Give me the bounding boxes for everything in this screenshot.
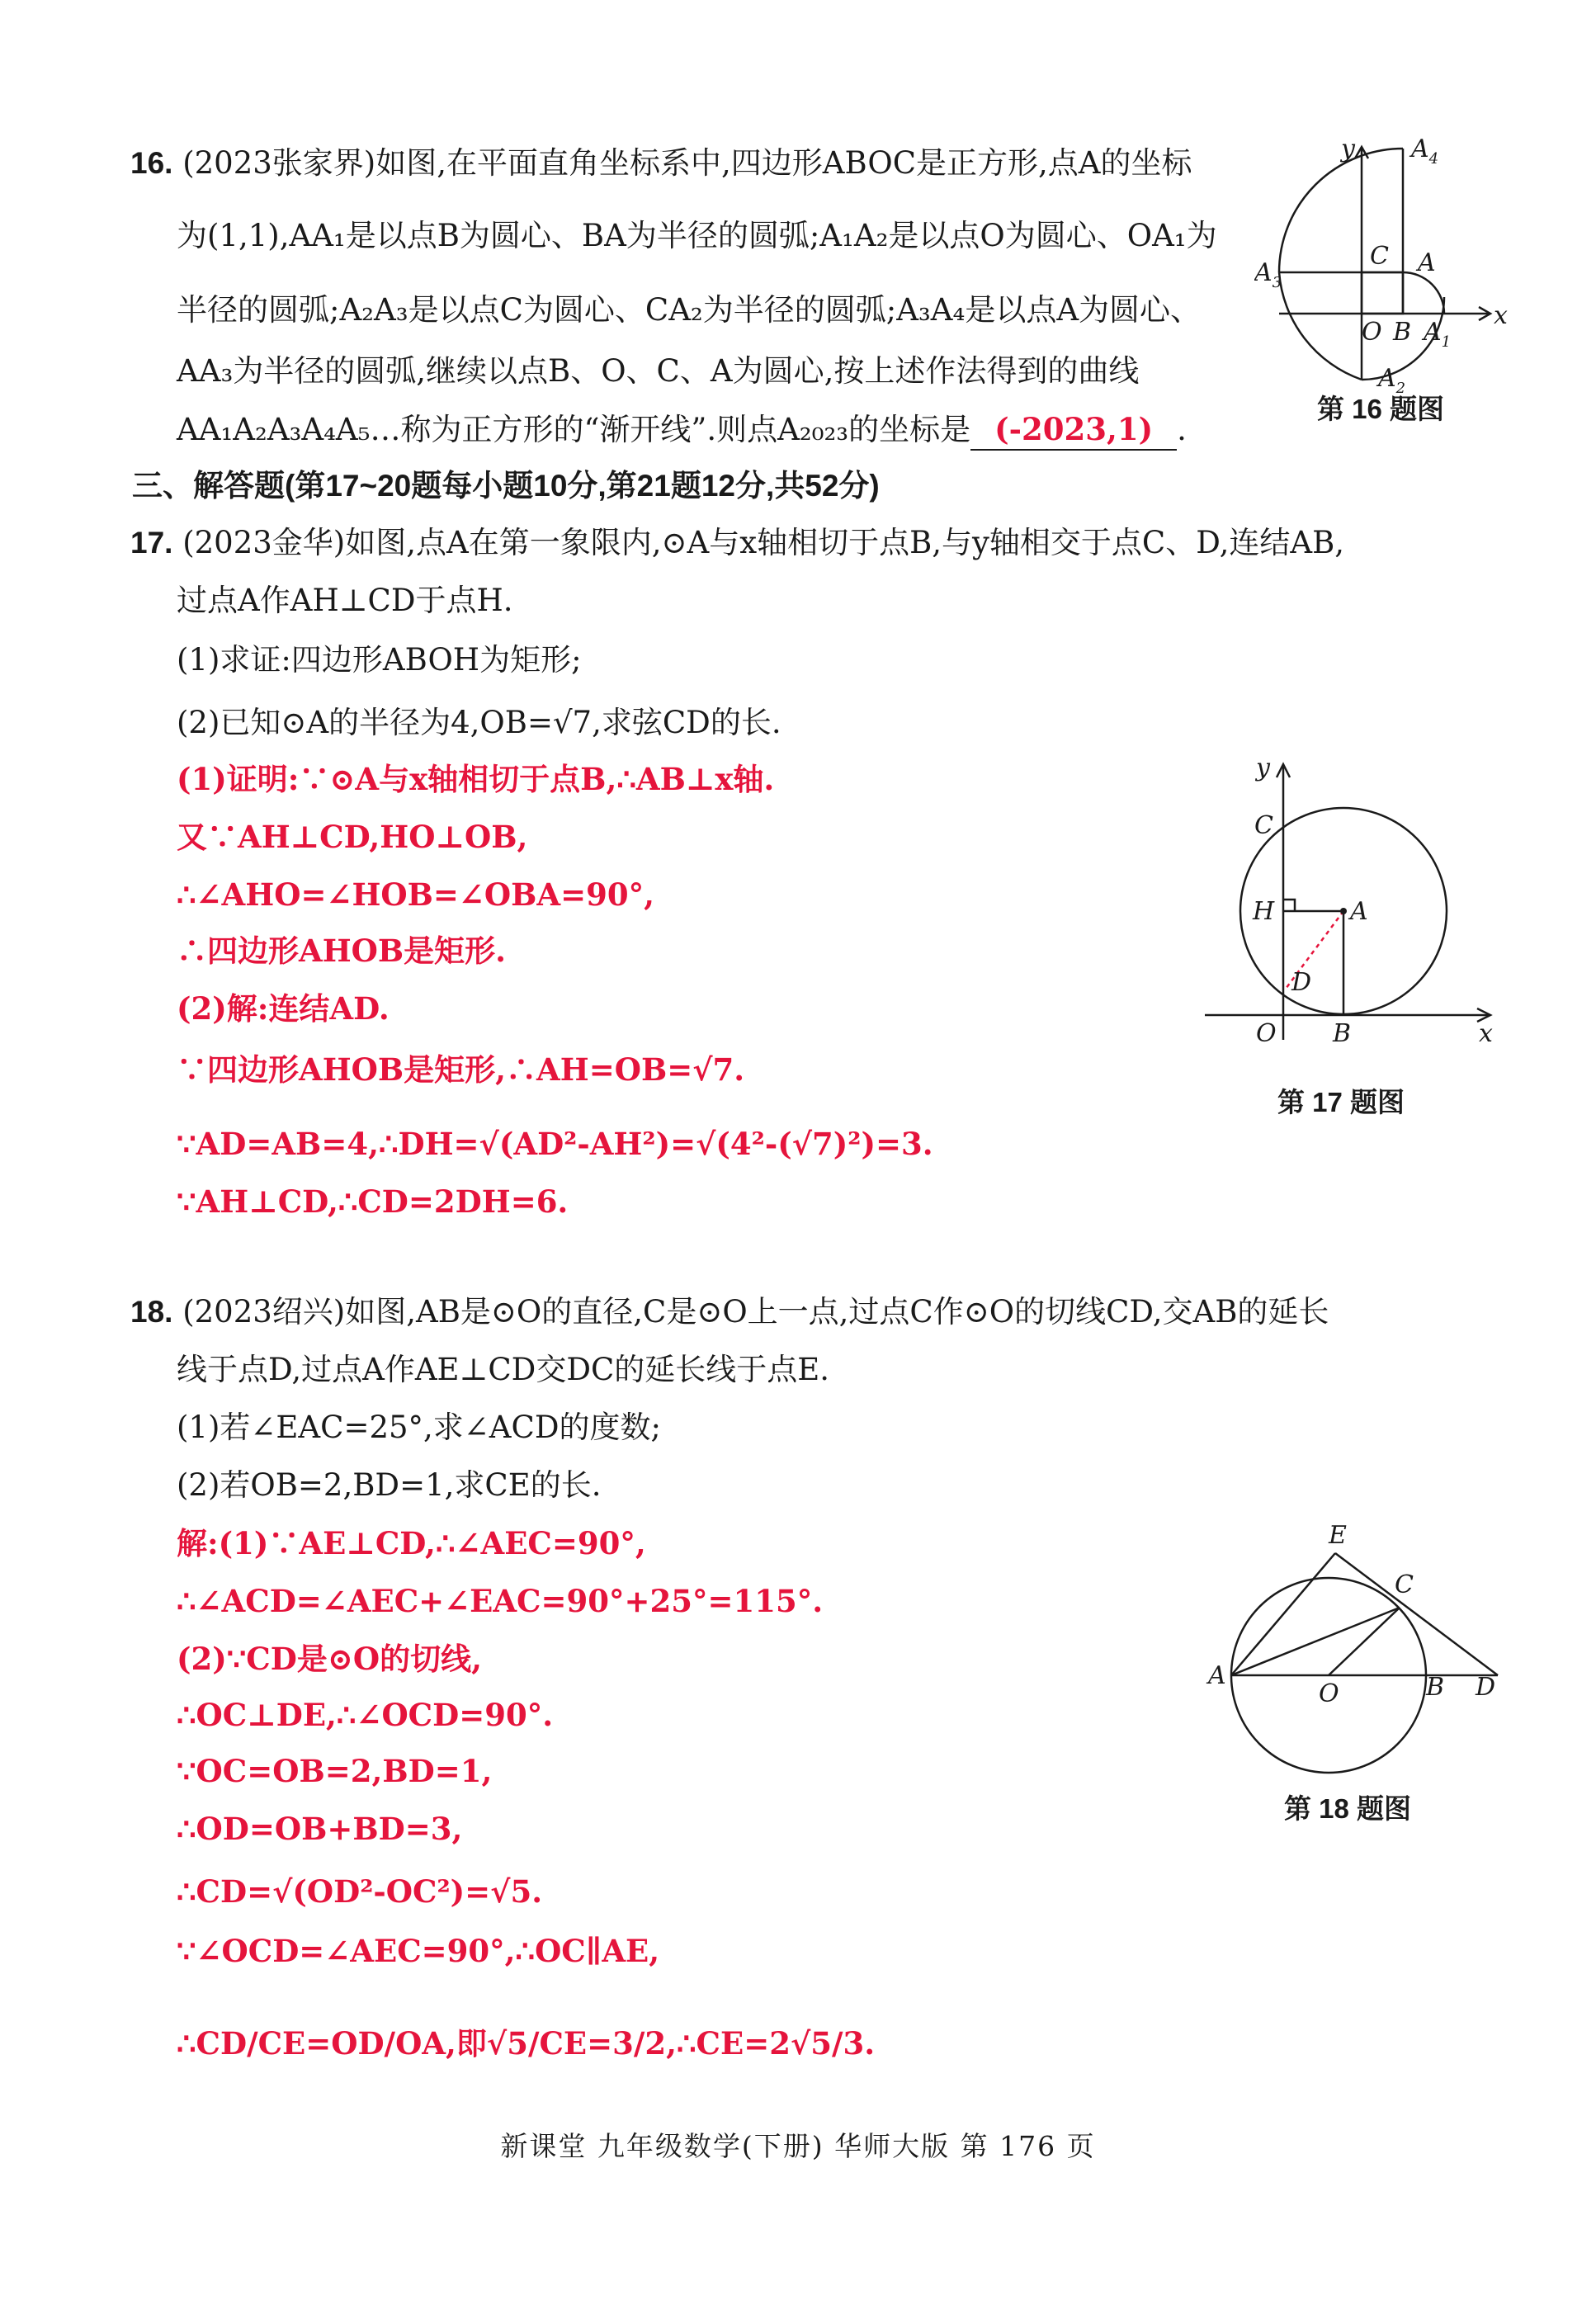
section-3-heading: 三、解答题(第17~20题每小题10分,第21题12分,共52分) xyxy=(132,469,880,503)
square-abo-c xyxy=(1362,272,1403,314)
q18-part2: (2)若OB=2,BD=1,求CE的长. xyxy=(177,1467,602,1503)
q17-sol-3: ∴∠AHO=∠HOB=∠OBA=90°, xyxy=(177,876,654,913)
label-x: x xyxy=(1494,301,1508,330)
q16-figure-caption: 第 16 题图 xyxy=(1317,394,1445,424)
label-y: y xyxy=(1341,135,1355,163)
q17-number: 17. xyxy=(130,526,173,560)
q17-part1: (1)求证:四边形ABOH为矩形; xyxy=(177,642,582,678)
q18-number: 18. xyxy=(130,1295,173,1329)
q16-figure xyxy=(1254,132,1510,396)
label-a3: $A_3$ xyxy=(1254,258,1282,291)
q18-sol-9: ∴CD/CE=OD/OA,即√5/CE=3/2,∴CE=2√5/3. xyxy=(177,2025,876,2062)
q17-figure xyxy=(1188,751,1502,1056)
q16-line4: AA₃为半径的圆弧,继续以点B、O、C、A为圆心,按上述作法得到的曲线 xyxy=(177,353,1140,389)
q18-source: (2023绍兴) xyxy=(182,1294,346,1330)
q16-line5: AA₁A₂A₃A₄A₅…称为正方形的“渐开线”.则点A₂₀₂₃的坐标是 (-2023,1) . xyxy=(177,409,1187,451)
label-a4: $A_4$ xyxy=(1411,135,1439,168)
label-a1: $A_1$ xyxy=(1424,318,1452,351)
label-a: A xyxy=(1418,248,1436,277)
q17-sol-5: (2)解:连结AD. xyxy=(177,990,390,1027)
q18-sol-2: ∴∠ACD=∠AEC+∠EAC=90°+25°=115°. xyxy=(177,1583,824,1619)
q16-number: 16. xyxy=(130,146,173,180)
q18-sol-5: ∵OC=OB=2,BD=1, xyxy=(177,1753,493,1789)
q18-sol-7: ∴CD=√(OD²-OC²)=√5. xyxy=(177,1873,543,1910)
q18-figure-caption: 第 18 题图 xyxy=(1284,1793,1412,1824)
label-b: B xyxy=(1393,318,1412,347)
q17-sol-8: ∵AH⊥CD,∴CD=2DH=6. xyxy=(177,1183,569,1220)
label-b: B xyxy=(1426,1673,1445,1702)
label-a: A xyxy=(1350,897,1368,926)
label-y: y xyxy=(1256,753,1270,782)
page-footer: 新课堂 九年级数学(下册) 华师大版 第 176 页 xyxy=(500,2130,1096,2162)
q17-sol-7: ∵AD=AB=4,∴DH=√(AD²-AH²)=√(4²-(√7)²)=3. xyxy=(177,1126,933,1162)
q17-figure-caption: 第 17 题图 xyxy=(1277,1087,1405,1117)
q18-line2: 线于点D,过点A作AE⊥CD交DC的延长线于点E. xyxy=(177,1352,830,1387)
arc-aa1 xyxy=(1403,272,1444,314)
arc-a2a3 xyxy=(1279,272,1362,380)
q16-answer-blank: (-2023,1) xyxy=(970,409,1177,451)
segment-ae xyxy=(1231,1553,1335,1675)
label-c: C xyxy=(1254,811,1273,840)
q18-sol-1: 解:(1)∵AE⊥CD,∴∠AEC=90°, xyxy=(177,1525,646,1561)
q16-text-5: AA₁A₂A₃A₄A₅…称为正方形的“渐开线”.则点A₂₀₂₃的坐标是 xyxy=(177,412,971,447)
q17-line1 xyxy=(130,523,1344,563)
q16-line1 xyxy=(130,144,1192,183)
label-x: x xyxy=(1479,1019,1493,1048)
q16-source: (2023张家界) xyxy=(182,145,376,181)
label-h: H xyxy=(1253,897,1275,926)
label-c: C xyxy=(1370,242,1389,271)
label-b: B xyxy=(1333,1019,1352,1048)
q17-sol-4: ∴四边形AHOB是矩形. xyxy=(177,933,507,969)
q17-sol-1: (1)证明:∵⊙A与x轴相切于点B,∴AB⊥x轴. xyxy=(177,761,775,797)
q17-source: (2023金华) xyxy=(182,525,346,560)
q18-sol-6: ∴OD=OB+BD=3, xyxy=(177,1811,463,1847)
label-e: E xyxy=(1329,1521,1347,1550)
q18-sol-8: ∵∠OCD=∠AEC=90°,∴OC∥AE, xyxy=(177,1933,660,1969)
label-o: O xyxy=(1362,318,1382,347)
label-d: D xyxy=(1291,968,1312,997)
q18-figure xyxy=(1205,1510,1518,1783)
q17-part2: (2)已知⊙A的半径为4,OB=√7,求弦CD的长. xyxy=(177,705,781,740)
label-c: C xyxy=(1395,1570,1414,1599)
label-o: O xyxy=(1319,1679,1339,1708)
label-a2: $A_2$ xyxy=(1378,364,1406,396)
q18-line1 xyxy=(130,1292,1329,1332)
label-o: O xyxy=(1256,1019,1277,1048)
q18-sol-3: (2)∵CD是⊙O的切线, xyxy=(177,1641,482,1677)
segment-oc xyxy=(1329,1608,1400,1675)
q18-sol-4: ∴OC⊥DE,∴∠OCD=90°. xyxy=(177,1697,554,1733)
q16-line2: 为(1,1),AA₁是以点B为圆心、BA为半径的圆弧;A₁A₂是以点O为圆心、OA₁为 xyxy=(177,218,1217,253)
q17-line2: 过点A作AH⊥CD于点H. xyxy=(177,583,513,618)
q16-line3: 半径的圆弧;A₂A₃是以点C为圆心、CA₂为半径的圆弧;A₃A₄是以点A为圆心、 xyxy=(177,292,1202,328)
q18-part1: (1)若∠EAC=25°,求∠ACD的度数; xyxy=(177,1410,661,1445)
q18-text-1: 如图,AB是⊙O的直径,C是⊙O上一点,过点C作⊙O的切线CD,交AB的延长 xyxy=(345,1294,1329,1330)
q17-text-1: 如图,点A在第一象限内,⊙A与x轴相切于点B,与y轴相交于点C、D,连结AB, xyxy=(345,525,1345,560)
right-angle-mark xyxy=(1283,900,1295,911)
point-a xyxy=(1340,908,1347,914)
line-ed xyxy=(1335,1553,1498,1675)
label-a: A xyxy=(1208,1661,1226,1690)
q16-text-1: 如图,在平面直角坐标系中,四边形ABOC是正方形,点A的坐标 xyxy=(375,145,1192,181)
q17-sol-6: ∵四边形AHOB是矩形,∴AH=OB=√7. xyxy=(177,1051,745,1088)
label-d: D xyxy=(1476,1673,1496,1702)
q17-sol-2: 又∵AH⊥CD,HO⊥OB, xyxy=(177,819,528,855)
segment-ac xyxy=(1231,1608,1400,1675)
